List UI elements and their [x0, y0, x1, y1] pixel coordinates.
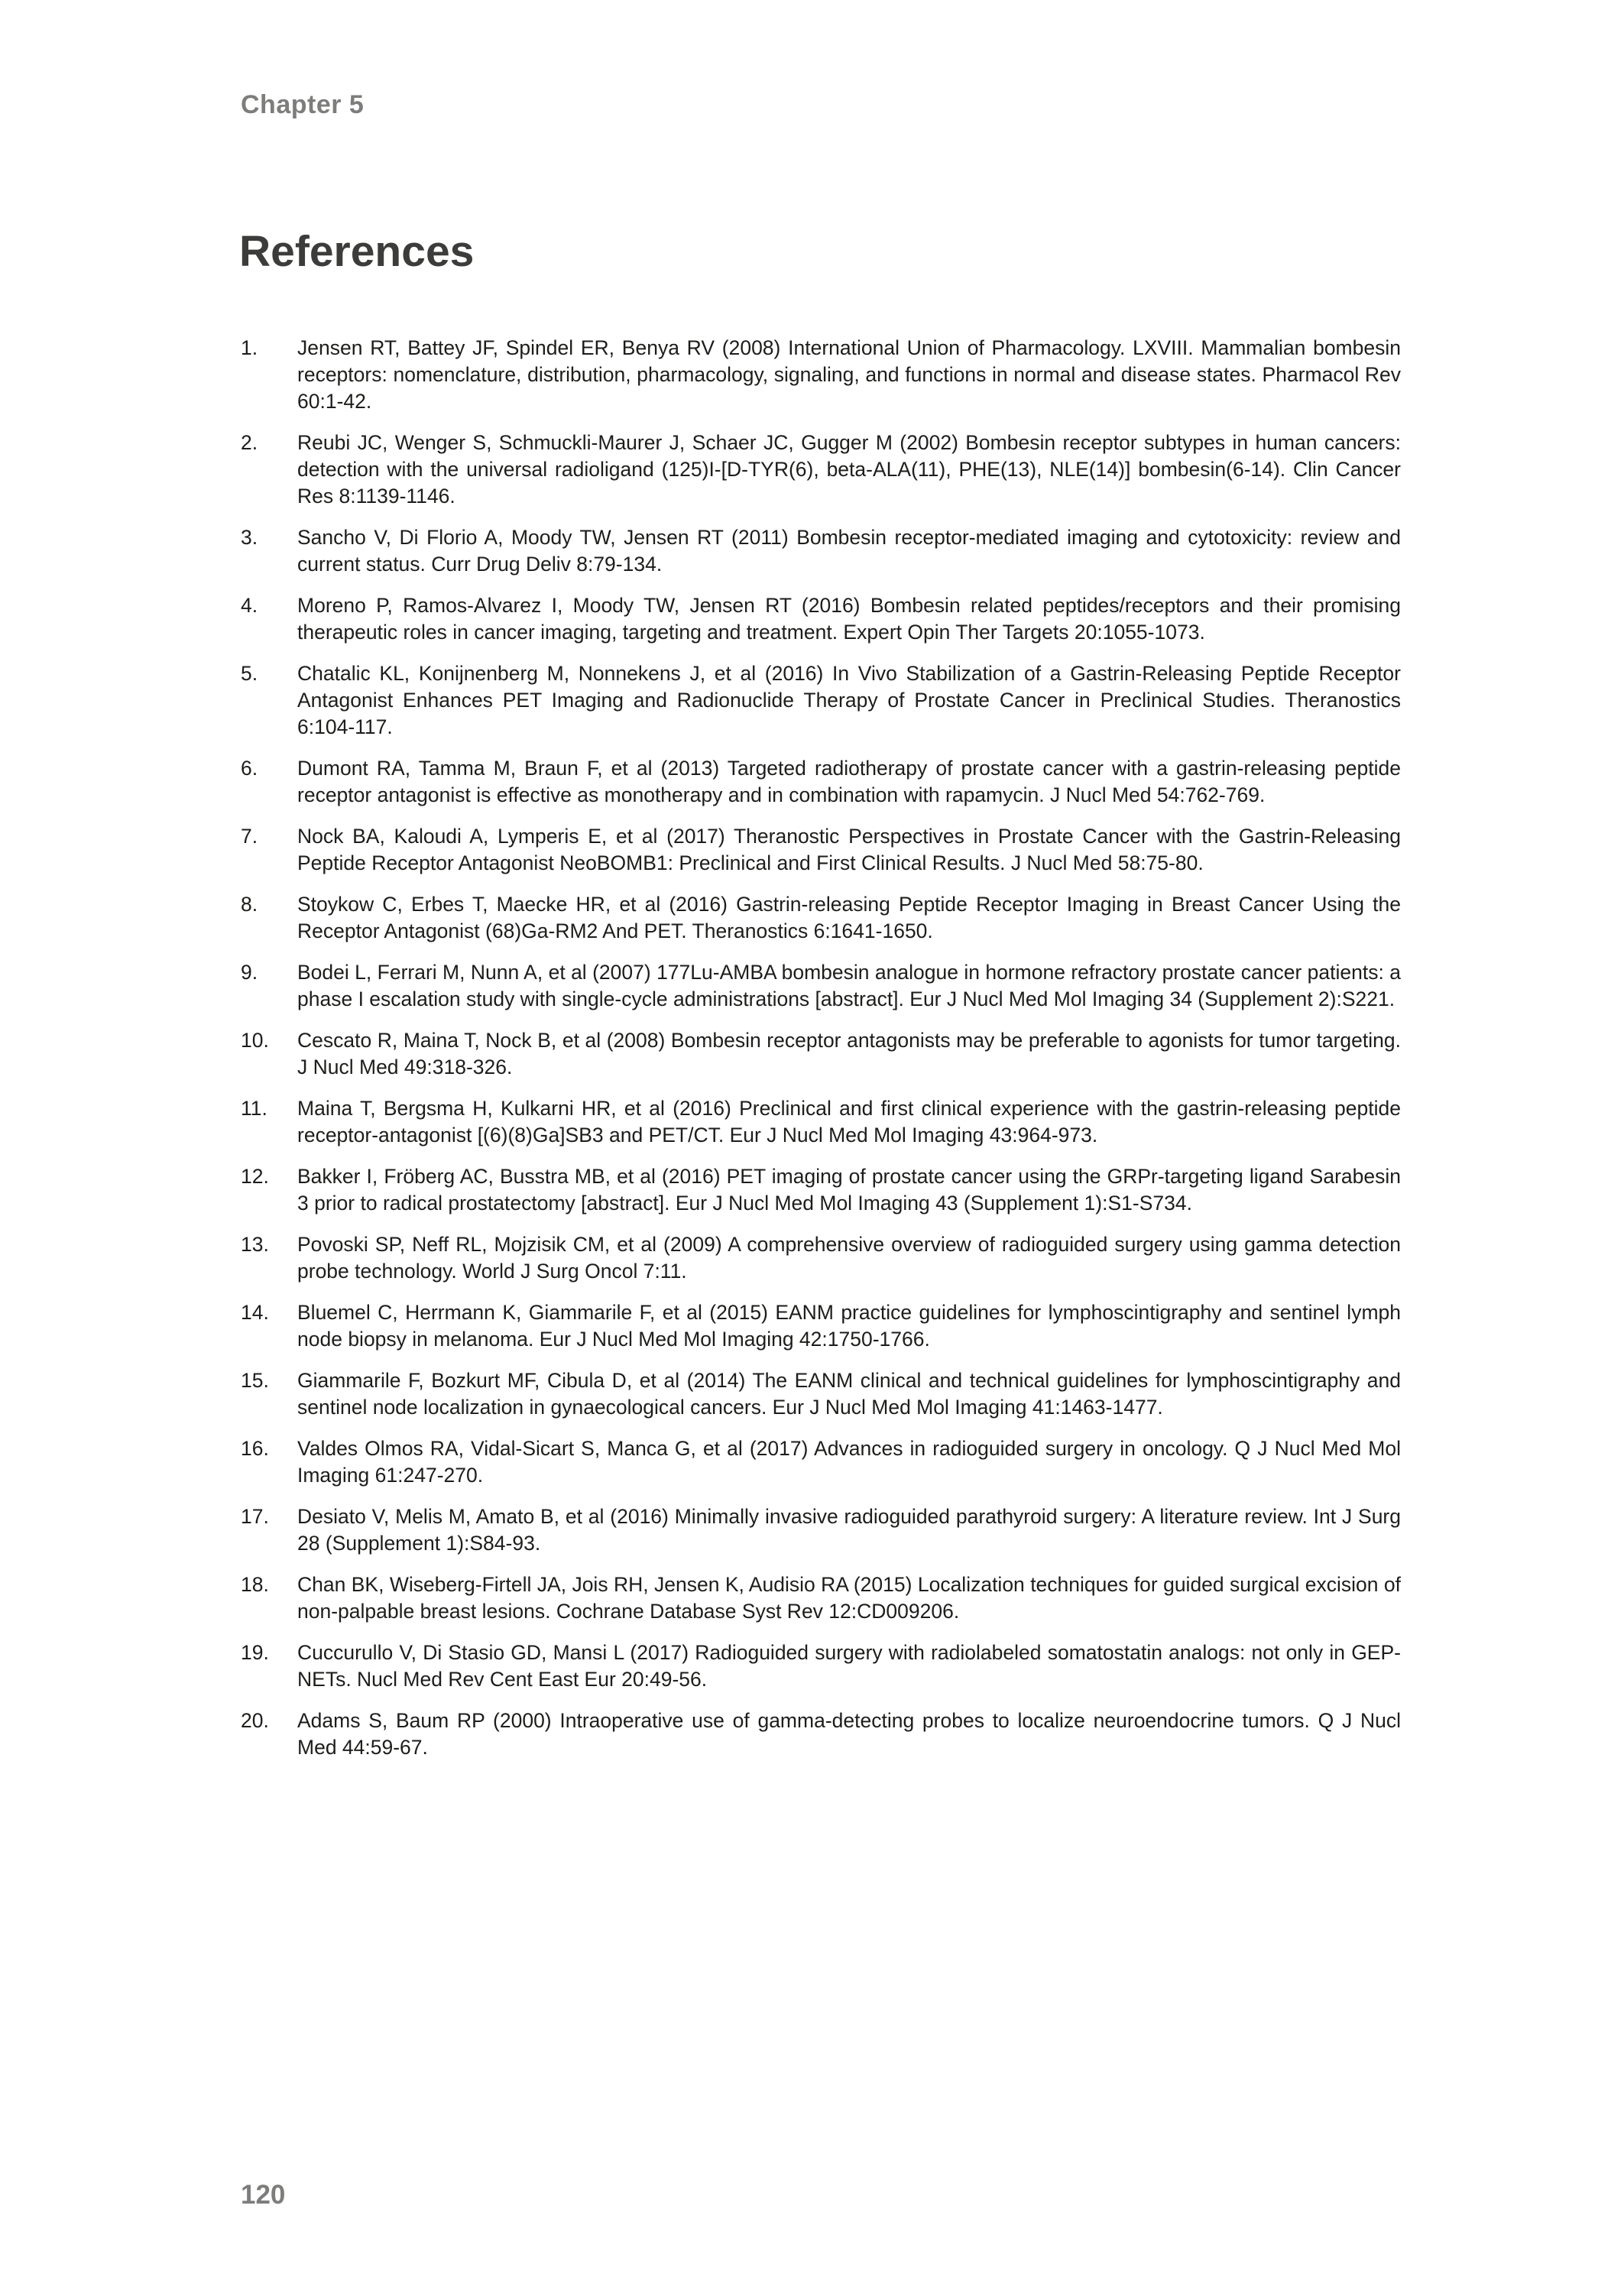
reference-item	[241, 1708, 1401, 1761]
reference-item	[241, 660, 1401, 741]
reference-text: Reubi JC, Wenger S, Schmuckli-Maurer J, Schaer JC, Gugger M (2002) Bombesin receptor subtypes in human cancers: detection with the universal radioligand (125)I-[D-TYR(6), beta-ALA(11), PHE(13), NLE(14)] bombesin(6-14). Clin Cancer Res 8:1139-1146.	[297, 431, 1401, 508]
reference-text: Cescato R, Maina T, Nock B, et al (2008) Bombesin receptor antagonists may be preferable to agonists for tumor targeting. J Nucl Med 49:318-326.	[297, 1029, 1401, 1078]
reference-text: Povoski SP, Neff RL, Mojzisik CM, et al (2009) A comprehensive overview of radioguided surgery using gamma detection probe technology. World J Surg Oncol 7:11.	[297, 1233, 1401, 1283]
reference-item	[241, 1639, 1401, 1693]
reference-item	[241, 430, 1401, 510]
reference-number: 12.	[241, 1165, 269, 1188]
reference-item	[241, 755, 1401, 809]
reference-number: 5.	[241, 662, 258, 685]
reference-number: 9.	[241, 961, 258, 984]
reference-item	[241, 823, 1401, 877]
reference-text: Chatalic KL, Konijnenberg M, Nonnekens J, et al (2016) In Vivo Stabilization of a Gastrin-Releasing Peptide Receptor Antagonist Enhances PET Imaging and Radionuclide Therapy of Prostate Cancer in Preclinical Studies. Theranostics 6:104-117.	[297, 662, 1401, 738]
reference-item	[241, 1095, 1401, 1149]
reference-text: Bakker I, Fröberg AC, Busstra MB, et al (2016) PET imaging of prostate cancer using the GRPr-targeting ligand Sarabesin 3 prior to radical prostatectomy [abstract]. Eur J Nucl Med Mol Imaging 43 (Supplement 1):S1-S734.	[297, 1165, 1401, 1215]
reference-number: 4.	[241, 594, 258, 617]
reference-text: Stoykow C, Erbes T, Maecke HR, et al (2016) Gastrin-releasing Peptide Receptor Imaging in Breast Cancer Using the Receptor Antagonist (68)Ga-RM2 And PET. Theranostics 6:1641-1650.	[297, 893, 1401, 942]
reference-item	[241, 1231, 1401, 1285]
reference-number: 13.	[241, 1233, 269, 1256]
reference-item	[241, 592, 1401, 646]
page-number: 120	[241, 2180, 286, 2210]
reference-list	[241, 335, 1401, 1776]
reference-number: 6.	[241, 757, 258, 780]
reference-text: Desiato V, Melis M, Amato B, et al (2016) Minimally invasive radioguided parathyroid surgery: A literature review. Int J Surg 28 (Supplement 1):S84-93.	[297, 1505, 1401, 1555]
reference-text: Giammarile F, Bozkurt MF, Cibula D, et al (2014) The EANM clinical and technical guidelines for lymphoscintigraphy and sentinel node localization in gynaecological cancers. Eur J Nucl Med Mol Imaging 41:1463-1477.	[297, 1369, 1401, 1419]
reference-number: 16.	[241, 1437, 269, 1460]
reference-number: 1.	[241, 336, 258, 359]
reference-number: 15.	[241, 1369, 269, 1392]
reference-item	[241, 335, 1401, 415]
reference-text: Sancho V, Di Florio A, Moody TW, Jensen RT (2011) Bombesin receptor-mediated imaging and cytotoxicity: review and current status. Curr Drug Deliv 8:79-134.	[297, 526, 1401, 576]
chapter-label: Chapter 5	[241, 90, 365, 119]
reference-number: 18.	[241, 1573, 269, 1596]
reference-item	[241, 891, 1401, 945]
reference-text: Bluemel C, Herrmann K, Giammarile F, et al (2015) EANM practice guidelines for lymphoscintigraphy and sentinel lymph node biopsy in melanoma. Eur J Nucl Med Mol Imaging 42:1750-1766.	[297, 1301, 1401, 1351]
reference-item	[241, 524, 1401, 578]
page-title: References	[239, 227, 475, 276]
reference-item	[241, 1571, 1401, 1625]
reference-number: 11.	[241, 1097, 267, 1120]
reference-item	[241, 1163, 1401, 1217]
reference-text: Dumont RA, Tamma M, Braun F, et al (2013) Targeted radiotherapy of prostate cancer with a gastrin-releasing peptide receptor antagonist is effective as monotherapy and in combination with rapamycin. J Nucl Med 54:762-769.	[297, 757, 1401, 806]
reference-number: 14.	[241, 1301, 269, 1324]
reference-item	[241, 1503, 1401, 1557]
reference-item	[241, 1299, 1401, 1353]
reference-number: 10.	[241, 1029, 269, 1052]
reference-text: Nock BA, Kaloudi A, Lymperis E, et al (2017) Theranostic Perspectives in Prostate Cancer with the Gastrin-Releasing Peptide Receptor Antagonist NeoBOMB1: Preclinical and First Clinical Results. J Nucl Med 58:75-80.	[297, 825, 1401, 874]
reference-item	[241, 1435, 1401, 1489]
reference-item	[241, 959, 1401, 1013]
reference-text: Cuccurullo V, Di Stasio GD, Mansi L (2017) Radioguided surgery with radiolabeled somatostatin analogs: not only in GEP-NETs. Nucl Med Rev Cent East Eur 20:49-56.	[297, 1641, 1401, 1691]
reference-number: 19.	[241, 1641, 269, 1664]
reference-text: Jensen RT, Battey JF, Spindel ER, Benya RV (2008) International Union of Pharmacology. LXVIII. Mammalian bombesin receptors: nomenclature, distribution, pharmacology, signaling, and functions in normal and disease states. Pharmacol Rev 60:1-42.	[297, 336, 1401, 413]
reference-number: 2.	[241, 431, 258, 454]
reference-text: Valdes Olmos RA, Vidal-Sicart S, Manca G, et al (2017) Advances in radioguided surgery in oncology. Q J Nucl Med Mol Imaging 61:247-270.	[297, 1437, 1401, 1487]
reference-text: Adams S, Baum RP (2000) Intraoperative use of gamma-detecting probes to localize neuroendocrine tumors. Q J Nucl Med 44:59-67.	[297, 1709, 1401, 1759]
reference-text: Chan BK, Wiseberg-Firtell JA, Jois RH, Jensen K, Audisio RA (2015) Localization techniques for guided surgical excision of non-palpable breast lesions. Cochrane Database Syst Rev 12:CD009206.	[297, 1573, 1401, 1623]
reference-text: Moreno P, Ramos-Alvarez I, Moody TW, Jensen RT (2016) Bombesin related peptides/receptors and their promising therapeutic roles in cancer imaging, targeting and treatment. Expert Opin Ther Targets 20:1055-1073.	[297, 594, 1401, 644]
reference-number: 3.	[241, 526, 258, 549]
reference-number: 7.	[241, 825, 258, 848]
reference-number: 20.	[241, 1709, 269, 1732]
reference-number: 8.	[241, 893, 258, 916]
reference-item	[241, 1027, 1401, 1081]
reference-number: 17.	[241, 1505, 269, 1528]
reference-item	[241, 1367, 1401, 1421]
reference-text: Maina T, Bergsma H, Kulkarni HR, et al (2016) Preclinical and first clinical experience with the gastrin-releasing peptide receptor-antagonist [(6)(8)Ga]SB3 and PET/CT. Eur J Nucl Med Mol Imaging 43:964-973.	[297, 1097, 1401, 1146]
reference-text: Bodei L, Ferrari M, Nunn A, et al (2007) 177Lu-AMBA bombesin analogue in hormone refractory prostate cancer patients: a phase I escalation study with single-cycle administrations [abstract]. Eur J Nucl Med Mol Imaging 34 (Supplement 2):S221.	[297, 961, 1401, 1010]
